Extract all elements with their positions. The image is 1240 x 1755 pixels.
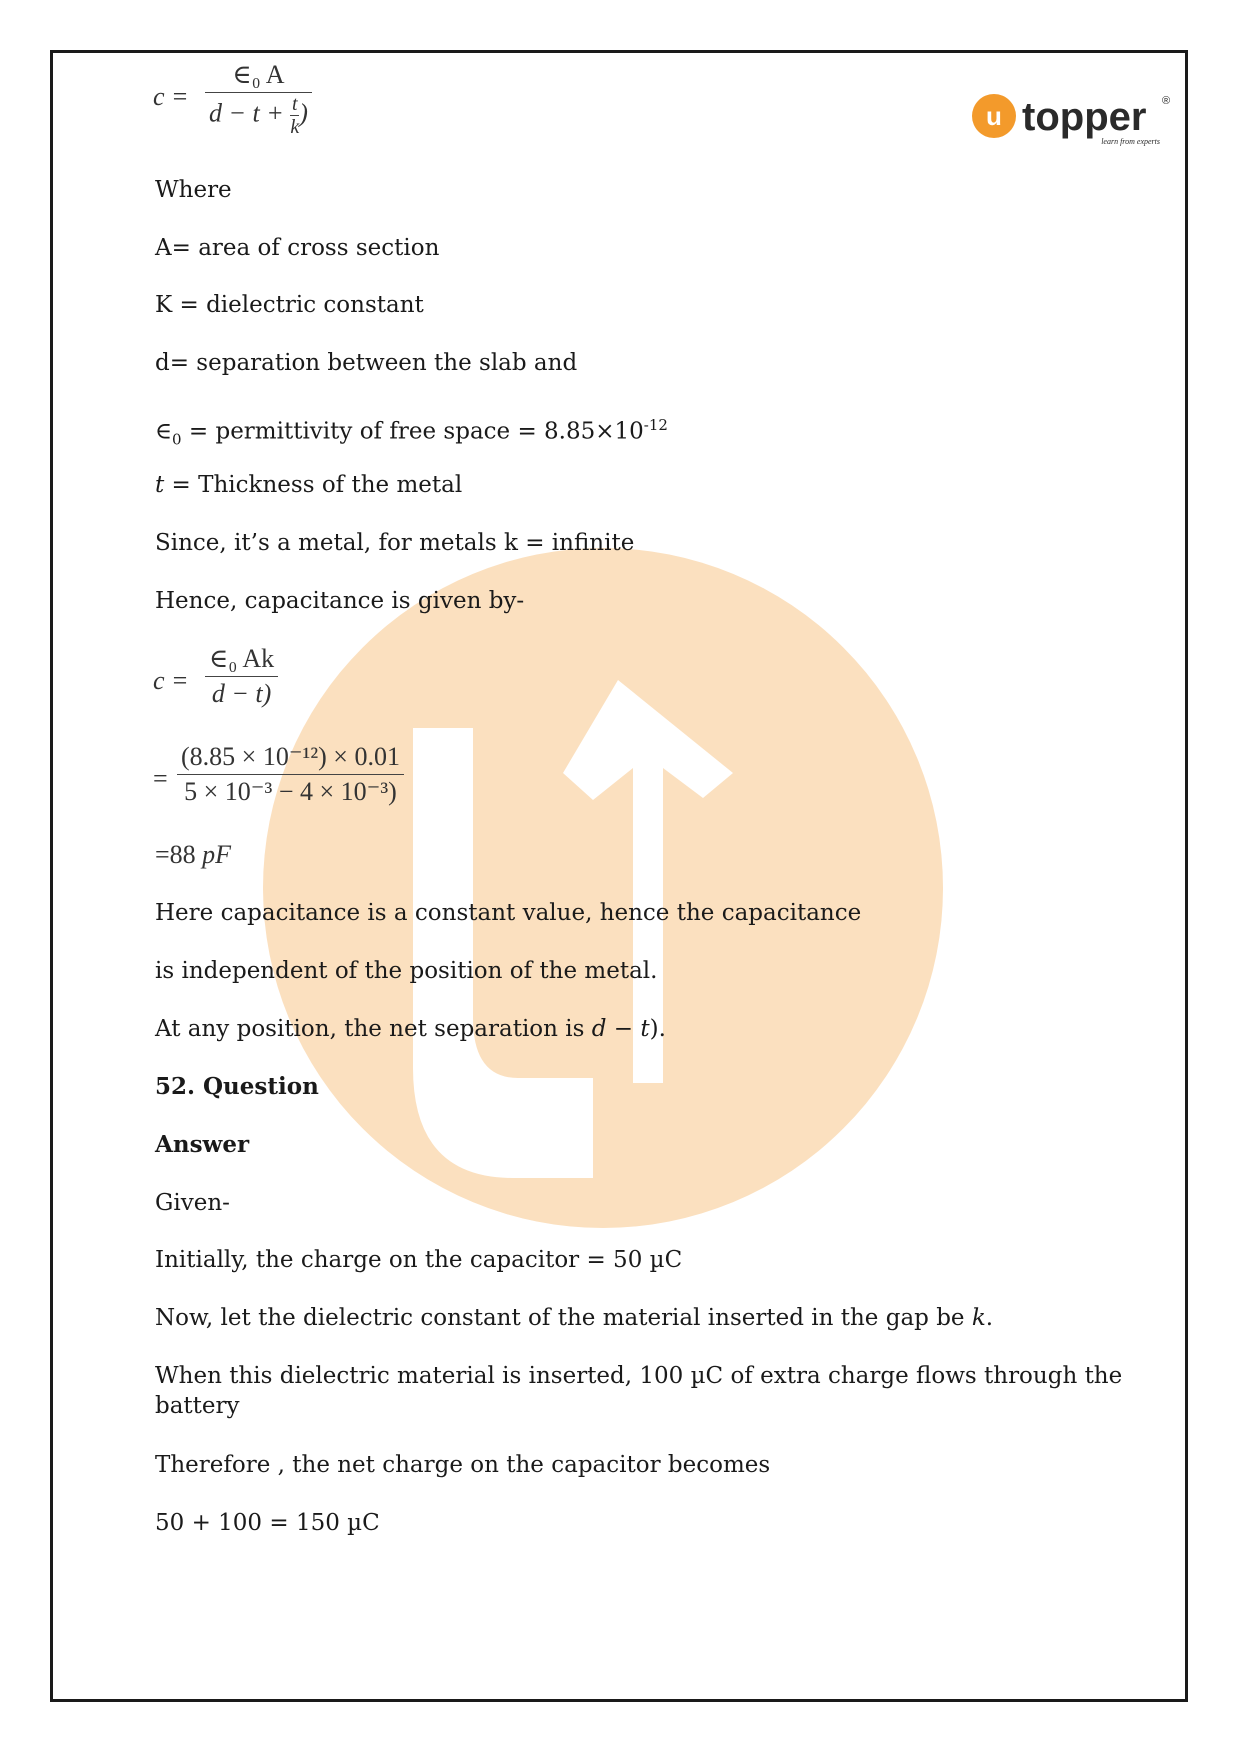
dielectric-constant-statement: Now, let the dielectric constant of the material inserted in the gap be k. [155,1305,994,1331]
capacitance-result: =88 pF [155,840,232,869]
capacitance-formula-general [153,60,353,150]
topper-logo-icon [972,90,1172,154]
separation-definition: d= separation between the slab and [155,350,578,376]
svg-text:®: ® [1162,95,1171,107]
svg-text:learn from experts: learn from experts [1101,137,1160,146]
t-over-k-fraction: $\frac{t}{k}$ [290,93,300,138]
where-label: Where [155,177,232,203]
formula-fraction [205,644,278,709]
area-definition: A= area of cross section [155,235,440,261]
constant-statement-line1: Here capacitance is a constant value, hence the capacitance [155,900,862,926]
net-charge-statement: Therefore , the net charge on the capacitor becomes [155,1452,771,1478]
thickness-definition: t = Thickness of the metal [155,472,463,498]
formula-denominator-prefix: d − t + [209,98,284,128]
formula-denominator: 5 × 10⁻³ − 4 × 10⁻³) [184,777,397,806]
formula-fraction: ∈₀ A $d - t + \frac{t}{k}$) [205,60,312,136]
u-arrow-watermark-icon [263,548,943,1228]
dielectric-definition: K = dielectric constant [155,292,424,318]
net-separation-statement: At any position, the net separation is d − t). [155,1016,666,1042]
formula-numerator: ∈₀ Ak [209,644,275,673]
svg-text:topper: topper [1022,95,1147,139]
answer-heading: Answer [155,1131,250,1158]
charge-sum: 50 + 100 = 150 µC [155,1510,380,1536]
hence-statement: Hence, capacitance is given by- [155,588,525,614]
svg-text:u: u [986,101,1002,131]
formula-lhs: c = [153,82,189,111]
permittivity-definition: $\in_0$ = permittivity of free space = $8.85\times 10^{-12}$ [155,416,668,449]
formula-denominator: d − t) [211,679,272,708]
extra-charge-statement-line1: When this dielectric material is inserted, 100 µC of extra charge flows through the [155,1363,1123,1389]
capacitance-substitution [153,742,453,822]
extra-charge-statement-line2: battery [155,1393,240,1419]
formula-fraction [177,742,404,807]
constant-statement-line2: is independent of the position of the metal. [155,958,658,984]
formula-numerator: ∈₀ A [232,60,285,89]
capacitance-formula-metal [153,644,313,724]
formula-equals: = [153,764,168,793]
given-label: Given- [155,1190,230,1216]
question-heading: 52. Question [155,1073,319,1100]
topper-logo [972,90,1172,154]
metal-statement: Since, it’s a metal, for metals k = infinite [155,530,635,556]
formula-lhs: c = [153,666,189,695]
initial-charge-statement: Initially, the charge on the capacitor = 50 µC [155,1247,683,1273]
formula-numerator: (8.85 × 10⁻¹²) × 0.01 [181,742,400,771]
